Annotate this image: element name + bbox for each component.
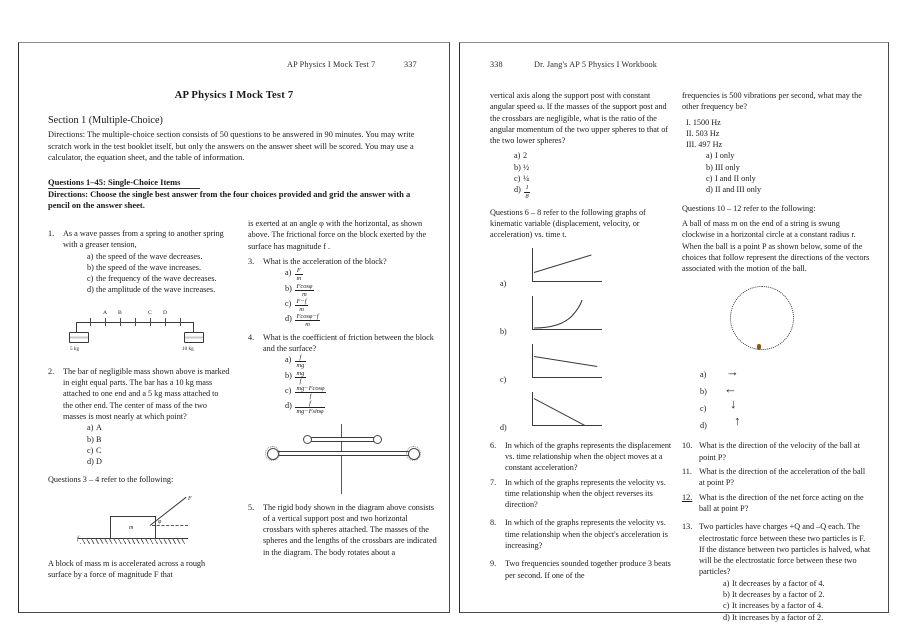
running-head-page-number: 337 [404,60,417,69]
choice-d-label: d) [285,314,292,324]
choice-c[interactable] [723,600,872,611]
roman-option-ii: II. 503 Hz [686,128,720,138]
mass-block-right [184,332,204,343]
question-10-stem: What is the direction of the velocity of the ball at point P? [699,441,860,462]
choice-c-label: c) [87,274,94,284]
choice-d-fraction: $\frac{f}{mg-Fsin\varphi}$ [296,400,324,416]
graph-a-plot [528,248,604,288]
question-13-stem: Two particles have charges +Q and –Q each. The electrostatic force between these two particles is F. If the distance between two particles is halved, what will be the electrostatic force between these two particles? [699,522,871,577]
question-9-number: 9. [490,559,497,569]
figure-block-on-rough-surface [48,492,230,554]
question-7 [490,477,672,511]
graph-b-label: b) [500,326,507,336]
choice-c-fraction: $\frac{mg-Fcos\varphi}{f}$ [296,384,325,401]
choice-c-text: I and II only [715,174,756,184]
choice-a-label: a) [87,423,94,433]
question-1-choices [63,251,230,296]
graph-b-curve [534,300,596,329]
choice-c-text: C [96,445,102,455]
choice-d[interactable] [285,400,438,415]
graph-c-plot [528,344,604,384]
graph-c [490,342,672,388]
question-3 [248,256,438,329]
page-338 [459,42,889,622]
page-337 [18,42,450,613]
choice-c-label: c) [514,174,521,184]
choice-d[interactable] [87,456,230,467]
figure-rigid-body [248,424,438,496]
question-12 [682,492,872,515]
graph-b-plot [528,296,604,336]
choice-b-text: B [96,434,102,444]
choice-b-text: It decreases by a factor of 2. [732,590,825,600]
questions-directions: Directions: Choose the single best answer from the four choices provided and grid the answer with a pencil on the answer sheet. [48,189,411,211]
y-axis [532,344,533,378]
bar-right-drop [193,322,194,332]
choice-b[interactable] [87,434,230,445]
reference-questions-3-4: Questions 3 – 4 refer to the following: [48,475,174,485]
graph-d-plot [528,392,604,432]
angle-phi-label: φ [158,518,162,525]
running-head-title: Dr. Jang's AP 5 Physics I Workbook [534,60,658,69]
arrow-a-label: a) [700,370,707,380]
choice-d[interactable] [706,184,872,195]
y-axis [532,248,533,282]
question-7-stem: In which of the graphs represents the velocity vs. time relationship when the object reverses its direction? [505,477,666,510]
question-4 [248,332,438,416]
choice-b-label: b) [706,162,713,172]
question-13 [682,521,872,623]
running-head-page-number: 338 [490,60,503,69]
question-12-number: 12. [682,492,693,502]
question-11 [682,466,872,489]
choice-b[interactable] [723,589,872,600]
sphere-upper-right [373,435,382,444]
bar-tick [135,318,136,326]
choice-a[interactable] [723,578,872,589]
choice-b-label: b) [285,283,292,293]
question-9-roman-options [682,117,872,151]
question-3-choices [263,267,438,328]
choice-b-label: b) [87,262,94,272]
question-3-stem: What is the acceleration of the block? [263,256,387,266]
question-10-number: 10. [682,441,693,451]
question-5-choices [490,150,672,199]
choice-b-fraction: $\frac{mg}{f}$ [296,369,305,385]
choice-c-fraction: $\frac{F-f}{m}$ [296,297,307,314]
choice-c[interactable] [87,445,230,456]
choice-c-text: ¼ [523,174,530,184]
choice-b[interactable] [514,162,672,173]
question-8-stem: In which of the graphs represents the velocity vs. time relationship when the object's acceleration is increasing? [505,518,668,550]
choice-b[interactable] [285,370,438,385]
choice-d-fraction: $\frac{1}{8}$ [525,184,529,200]
document-title: AP Physics I Mock Test 7 [174,90,294,101]
choice-d-text: It increases by a factor of 2. [732,612,824,622]
question-6 [490,440,672,474]
question-8 [490,517,672,551]
bar-left-drop [76,322,77,332]
roman-option-i: I. 1500 Hz [686,117,721,127]
choice-d-label: d) [87,457,94,467]
choice-c-label: c) [285,385,292,395]
question-11-stem: What is the direction of the acceleration of the ball at point P? [699,467,866,488]
choice-a[interactable] [706,150,872,161]
choice-a-label: a) [285,355,292,365]
bar-point-label-b: B [118,309,122,316]
choice-b-label: b) [285,370,292,380]
question-3-number: 3. [248,256,255,266]
section-directions: Directions: The multiple-choice section consists of 50 questions to be answered in 90 minutes. You may write scratch work in the test booklet itself, but only the answers on the answer sheet will be scored. You may use a calculator, the equation sheet, and the table of information. [48,130,415,163]
question-5-number: 5. [248,502,255,512]
mass-label-left: 5 kg [70,345,80,352]
question-9-stem: Two frequencies sounded together produce 3 beats per second. If one of the [505,559,671,580]
x-axis [532,329,602,330]
questions-heading: Questions 1–45: Single-Choice Items [48,177,200,189]
question-1 [48,228,230,296]
bar-point-label-d: D [163,309,168,316]
question-9 [490,558,672,581]
question-4-stem: What is the coefficient of friction between the block and the surface? [263,332,434,353]
choice-b-label: b) [723,590,730,600]
question-7-number: 7. [490,477,497,487]
choice-a-fraction: $\frac{F}{m}$ [296,267,302,283]
arrow-left-icon: ← [724,381,737,397]
choice-a[interactable] [87,422,230,433]
question-13-choices [699,578,872,623]
arrow-right-icon: → [726,364,739,380]
arrow-c-label: c) [700,404,707,414]
choice-d-label: d) [87,285,94,295]
figure-kinematic-graphs [490,246,672,436]
bar-point-label-c: C [148,309,152,316]
choice-d[interactable] [87,284,230,295]
graph-d-line [534,398,586,426]
choice-d-fraction: $\frac{Fcos\varphi-f}{m}$ [296,313,319,329]
choice-b-label: b) [87,434,94,444]
choice-d-text: the amplitude of the wave increases. [96,285,216,295]
x-axis [532,377,602,378]
question-5 [248,502,438,558]
choice-b[interactable] [706,162,872,173]
arrow-down-icon: ↓ [730,396,737,412]
choice-c[interactable] [285,385,438,400]
mass-label-right: 10 kg [182,345,194,352]
arrow-choice-d[interactable] [682,413,872,434]
choice-a-label: a) [87,251,94,261]
choice-d-label: d) [723,612,730,622]
figure-ball-on-circle [682,282,872,360]
choice-c[interactable] [285,298,438,313]
choice-a-text: I only [715,151,735,161]
question-1-stem: As a wave passes from a spring to another spring with a greaser tension, [63,229,224,250]
graph-d [490,390,672,436]
choice-c-label: c) [285,298,292,308]
question-4-number: 4. [248,332,255,342]
section-heading: Section 1 (Multiple-Choice) [48,115,163,126]
mass-block-left [69,332,89,343]
choice-d-label: d) [706,185,713,195]
choice-a-text: A [96,423,102,433]
running-head-title: AP Physics I Mock Test 7 [287,60,376,69]
question-12-stem: What is the direction of the net force acting on the ball at point P? [699,492,864,513]
support-post [341,424,342,494]
roman-option-iii: III. 497 Hz [686,140,723,150]
choice-a-label: a) [706,151,713,161]
question-2 [48,366,230,468]
ground-hatching [80,538,186,544]
choice-c[interactable] [87,273,230,284]
question-1-number: 1. [48,229,55,238]
question-6-number: 6. [490,440,497,450]
sphere-upper-left [303,435,312,444]
block-figure-caption: A block of mass m is accelerated across a rough surface by a force of magnitude F that [48,558,206,580]
question-2-stem: The bar of negligible mass shown above is marked in eight equal parts. The bar has a 10 kg mass attached to one end and a 5 kg mass attached to the other end. The center of mass of the two masses is most nearly at which point? [63,366,230,421]
arrow-b-label: b) [700,387,707,397]
arrow-choice-a[interactable] [682,366,872,383]
circular-path [730,286,794,350]
choice-a[interactable] [285,267,438,282]
question-3-4-continuation: is exerted at an angle φ with the horizontal, as shown above. The frictional force on the block exerted by the surface has magnitude f . [248,219,427,251]
choice-d-text: II and III only [715,185,762,195]
question-2-choices [63,422,230,467]
choice-d[interactable] [285,313,438,328]
choice-b-text: ½ [523,162,530,172]
question-9-continuation: frequencies is 500 vibrations per second, what may the other frequency be? [682,91,862,112]
choice-b-label: b) [514,162,521,172]
choice-c-label: c) [87,445,94,455]
question-5-stem: The rigid body shown in the diagram above consists of a vertical support post and two horizontal crossbars with spheres attached. The masses of the spheres and the lengths of the crossbars are indicated in the diagram. The body rotates about a [263,502,437,557]
graph-a-label: a) [500,278,507,288]
question-8-number: 8. [490,518,497,528]
choice-c-label: c) [706,174,713,184]
y-axis [532,296,533,330]
graph-a [490,246,672,292]
choice-b[interactable] [285,283,438,298]
question-2-number: 2. [48,366,55,376]
arrow-choice-b[interactable] [682,383,872,400]
arrow-up-icon: ↑ [734,413,741,429]
bar-point-label-a: A [103,309,108,316]
page-338-column-1 [490,90,672,584]
reference-questions-10-12: Questions 10 – 12 refer to the following: [682,203,816,213]
choice-c-label: c) [723,601,730,611]
bar-tick [90,318,91,326]
choice-a-text: the speed of the wave decreases. [96,251,203,261]
question-9-choices [682,150,872,195]
choice-d-text: D [96,457,102,467]
choice-c[interactable] [706,173,872,184]
graph-b [490,294,672,340]
choice-c-text: the frequency of the wave decreases. [96,274,217,284]
choice-a-label: a) [514,151,521,161]
question-11-number: 11. [682,467,692,477]
x-axis [532,281,602,282]
bar-tick [180,318,181,326]
choice-d[interactable] [723,612,872,623]
choice-d-label: d) [285,401,292,411]
friction-label: f [77,535,79,542]
choice-a-text: It decreases by a factor of 4. [732,578,825,588]
reference-questions-6-8: Questions 6 – 8 refer to the following graphs of kinematic variable (displacement, velocity, or acceleration) vs. time t. [490,207,646,240]
page-338-column-2 [682,90,872,626]
choice-a[interactable] [514,150,672,161]
reference-questions-10-12-body: A ball of mass m on the end of a string is swung clockwise in a horizontal circle at a constant radius r. When the ball is a point P as shown below, some of the choices that follow represent the directions of the vectors associated with the motion of the ball. [682,218,870,274]
choice-a[interactable] [87,251,230,262]
page-337-column-2 [248,218,438,561]
graph-c-label: c) [500,374,507,384]
arrow-choice-c[interactable] [682,396,872,417]
graph-a-line [534,254,592,273]
choice-d-label: d) [514,185,521,195]
force-F-label: F [188,495,192,502]
figure-bar-with-masses [48,306,230,362]
choice-b-text: the speed of the wave increases. [96,262,202,272]
choice-c-text: It increases by a factor of 4. [732,601,824,611]
choice-b[interactable] [87,262,230,273]
choice-a-label: a) [285,268,292,278]
choice-c[interactable] [514,173,672,184]
question-5-continuation: vertical axis along the support post with constant angular speed ω. If the masses of the support post and the crossbars are negligible, what is the ratio of the angular momentum of the two upper spheres to that of the two lower spheres? [490,91,669,146]
choice-a-text: 2 [523,151,528,161]
choice-a-fraction: $\frac{f}{mg}$ [296,354,305,370]
arrow-d-label: d) [700,421,707,431]
sphere-lower-right [408,448,420,460]
choice-b-fraction: $\frac{Fcos\varphi}{m}$ [296,282,313,298]
lower-crossbar [274,451,410,456]
x-axis [532,425,602,426]
page-337-column-1 [48,228,230,584]
choice-a-label: a) [723,578,730,588]
graph-d-label: d) [500,422,507,432]
graph-c-line [534,356,597,367]
question-4-choices [263,354,438,415]
upper-crossbar [308,437,376,442]
y-axis [532,392,533,426]
choice-a[interactable] [285,354,438,369]
question-10 [682,440,872,463]
question-13-number: 13. [682,522,693,532]
sphere-lower-left [267,448,279,460]
block-mass-label: m [129,524,134,531]
choice-b-text: III only [715,162,740,172]
choice-d[interactable] [514,184,672,199]
question-6-stem: In which of the graphs represents the displacement vs. time relationship when the object moves at a constant acceleration? [505,440,672,473]
